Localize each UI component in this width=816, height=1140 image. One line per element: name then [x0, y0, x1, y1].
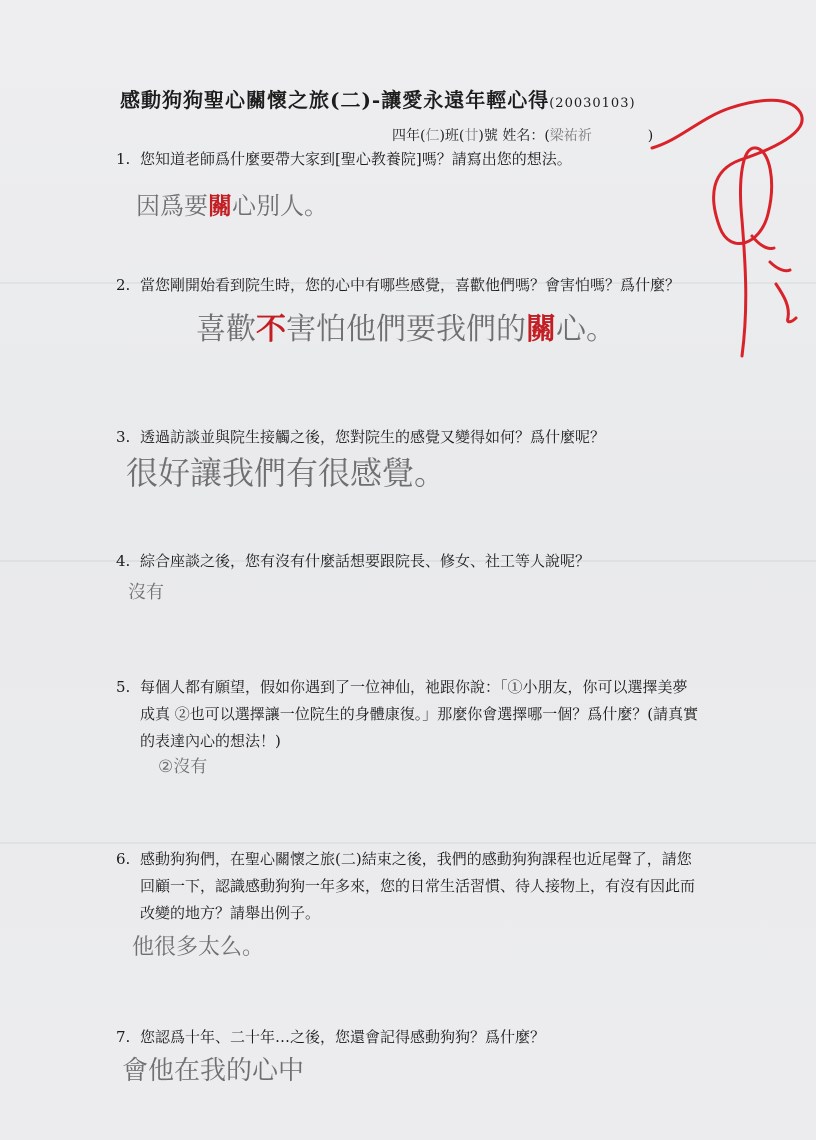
date: (20030103): [549, 96, 636, 111]
answer-4: 沒有: [128, 582, 164, 603]
question-4: 4. 綜合座談之後，您有沒有什麼話想要跟院長、修女、社工等人說呢？: [116, 552, 591, 570]
teacher-mark-stroke: [752, 236, 774, 249]
answer-3: 很好讓我們有很感覺。: [126, 454, 447, 492]
correction-stamp: 關: [208, 192, 232, 220]
question-5: 5. 每個人都有願望，假如你遇到了一位神仙，祂跟你說：「①小朋友，你可以選擇美夢成真 ②也可以選擇讓一位院生的身體康復。」那麼你會選擇哪一個？爲什麼？(請真實的表達內心的想法！): [116, 678, 699, 750]
answer-2: 喜歡不害怕他們要我們的關心。: [196, 304, 616, 348]
teacher-mark-stroke: [776, 284, 796, 322]
teacher-mark-stroke: [770, 262, 790, 271]
answer-6: 他很多太么。: [132, 935, 265, 960]
class-value: 仁: [425, 128, 440, 144]
answer-5: ②沒有: [158, 757, 208, 777]
question-7: 7. 您認爲十年、二十年…之後，您還會記得感動狗狗？爲什麼？: [116, 1028, 546, 1046]
question-2: 2. 當您剛開始看到院生時，您的心中有哪些感覺，喜歡他們嗎？會害怕嗎？爲什麼？: [116, 276, 681, 294]
question-3: 3. 透過訪談並與院生接觸之後，您對院生的感覺又變得如何？爲什麼呢？: [116, 428, 606, 446]
page-title: 感動狗狗聖心關懷之旅(二)-讓愛永遠年輕心得(20030103): [120, 88, 636, 112]
teacher-signature-stroke: [652, 100, 802, 356]
answer-7: 會他在我的心中: [122, 1056, 305, 1086]
correction-stamp: 關: [526, 312, 556, 347]
seat-value: 廿: [464, 128, 479, 144]
correction-stamp: 不: [256, 312, 286, 347]
question-1: 1. 您知道老師爲什麼要帶大家到[聖心教養院]嗎？請寫出您的想法。: [116, 150, 572, 168]
question-6: 6. 感動狗狗們，在聖心關懷之旅(二)結束之後，我們的感動狗狗課程也近尾聲了，請您回顧一下，認識感動狗狗一年多來，您的日常生活習慣、待人接物上，有沒有因此而改變的地方？請舉出例子。: [116, 850, 696, 922]
student-name: 梁祐祈: [549, 128, 592, 144]
answer-1: 因爲要關心別人。: [136, 186, 328, 221]
student-info: 四年(仁)班(廿)號 姓名：(梁祐祈 ): [392, 128, 654, 144]
